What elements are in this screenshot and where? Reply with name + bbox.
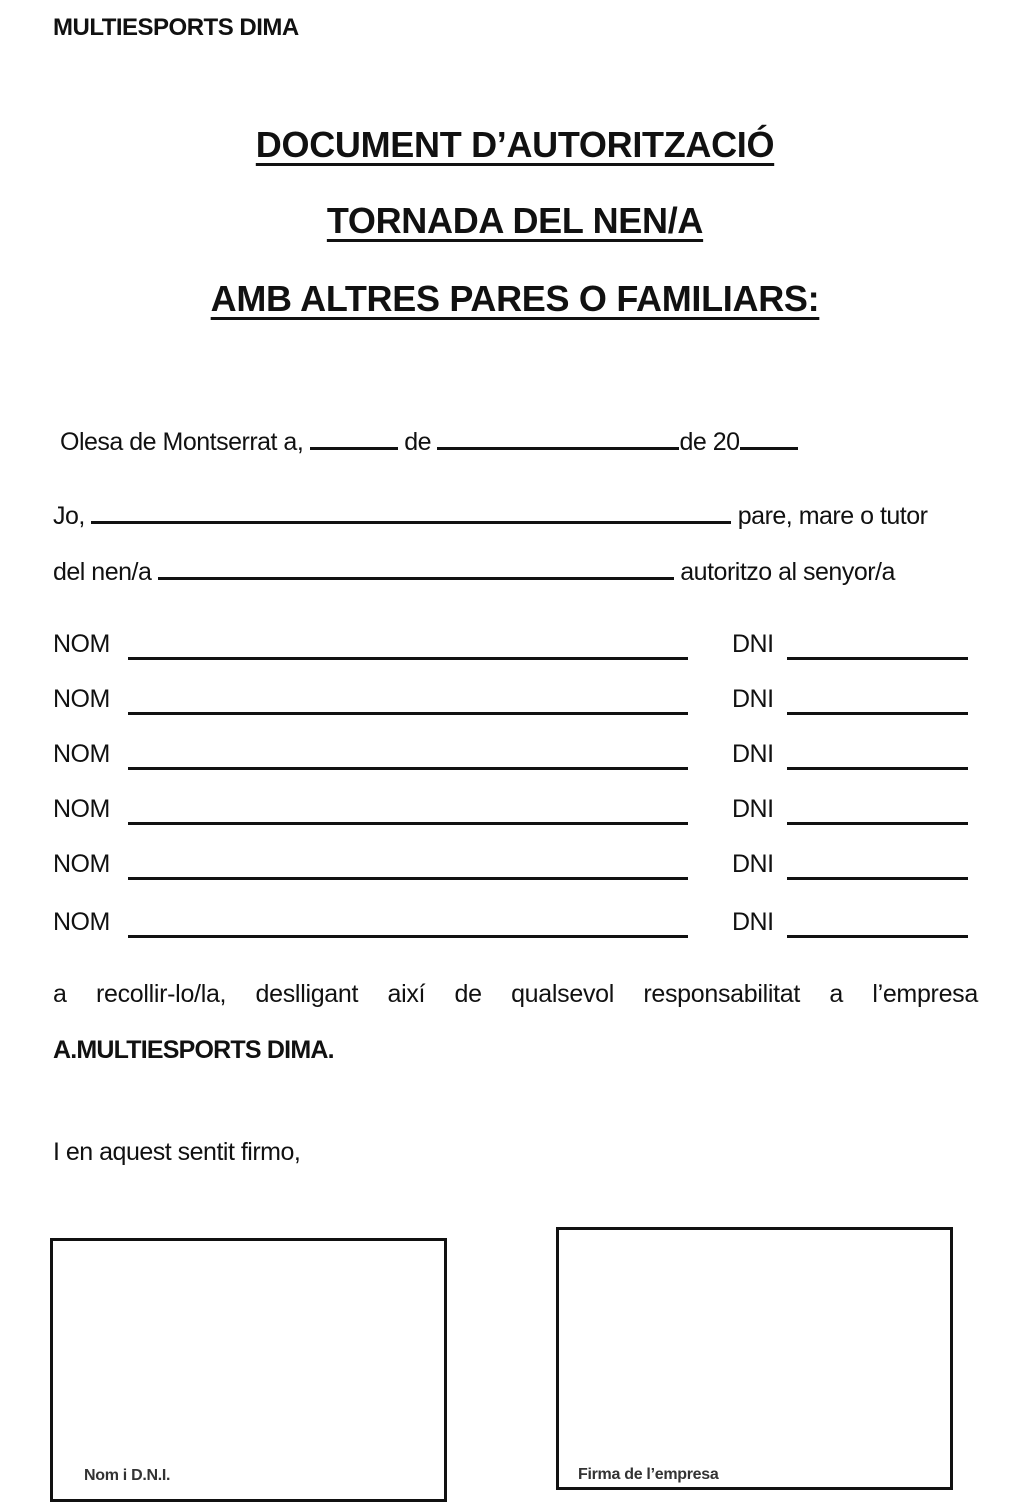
closing-text: I en aquest sentit firmo, (53, 1138, 301, 1166)
company-header: MULTIESPORTS DIMA (53, 14, 299, 41)
dni-field[interactable] (787, 915, 968, 938)
nom-label: NOM (53, 795, 110, 823)
dni-field[interactable] (787, 857, 968, 880)
nom-label: NOM (53, 630, 110, 658)
dni-label: DNI (732, 850, 774, 878)
child-line (53, 557, 895, 587)
document-title-line-3: AMB ALTRES PARES O FAMILIARS: (210, 278, 820, 319)
year-field[interactable] (740, 427, 798, 450)
dni-field[interactable] (787, 692, 968, 715)
parent-name-field[interactable] (91, 501, 731, 524)
nom-field[interactable] (128, 692, 688, 715)
month-field[interactable] (437, 427, 679, 450)
document-title-line-2: TORNADA DEL NEN/A (326, 200, 704, 241)
name-dni-label: Nom i D.N.I. (84, 1467, 171, 1484)
release-text: a recollir-lo/la, deslligant així de qualsevol responsabilitat a l’empresa (53, 980, 978, 1008)
dni-field[interactable] (787, 747, 968, 770)
date-line (60, 427, 798, 457)
dni-field[interactable] (787, 637, 968, 660)
company-name: A.MULTIESPORTS DIMA. (53, 1036, 334, 1064)
nom-label: NOM (53, 850, 110, 878)
jo-label: Jo, (53, 502, 85, 530)
authorize-label: autoritzo al senyor/a (680, 558, 895, 586)
child-name-field[interactable] (158, 557, 674, 580)
dni-label: DNI (732, 685, 774, 713)
de-label-1: de (404, 428, 432, 456)
nom-field[interactable] (128, 857, 688, 880)
day-field[interactable] (310, 427, 398, 450)
nom-label: NOM (53, 740, 110, 768)
de-20-label: de 20 (679, 428, 740, 456)
child-label: del nen/a (53, 558, 152, 586)
dni-label: DNI (732, 630, 774, 658)
name-dni-signature-box[interactable] (50, 1238, 447, 1502)
company-signature-box[interactable] (556, 1227, 953, 1490)
dni-label: DNI (732, 740, 774, 768)
dni-label: DNI (732, 908, 774, 936)
nom-label: NOM (53, 908, 110, 936)
nom-field[interactable] (128, 915, 688, 938)
parent-role-label: pare, mare o tutor (737, 502, 928, 530)
nom-field[interactable] (128, 747, 688, 770)
place-label: Olesa de Montserrat a, (60, 428, 304, 456)
nom-label: NOM (53, 685, 110, 713)
nom-field[interactable] (128, 802, 688, 825)
company-signature-label: Firma de l’empresa (578, 1466, 719, 1483)
parent-line (53, 501, 927, 531)
nom-field[interactable] (128, 637, 688, 660)
dni-field[interactable] (787, 802, 968, 825)
dni-label: DNI (732, 795, 774, 823)
document-title-line-1: DOCUMENT D’AUTORITZACIÓ (255, 124, 775, 165)
